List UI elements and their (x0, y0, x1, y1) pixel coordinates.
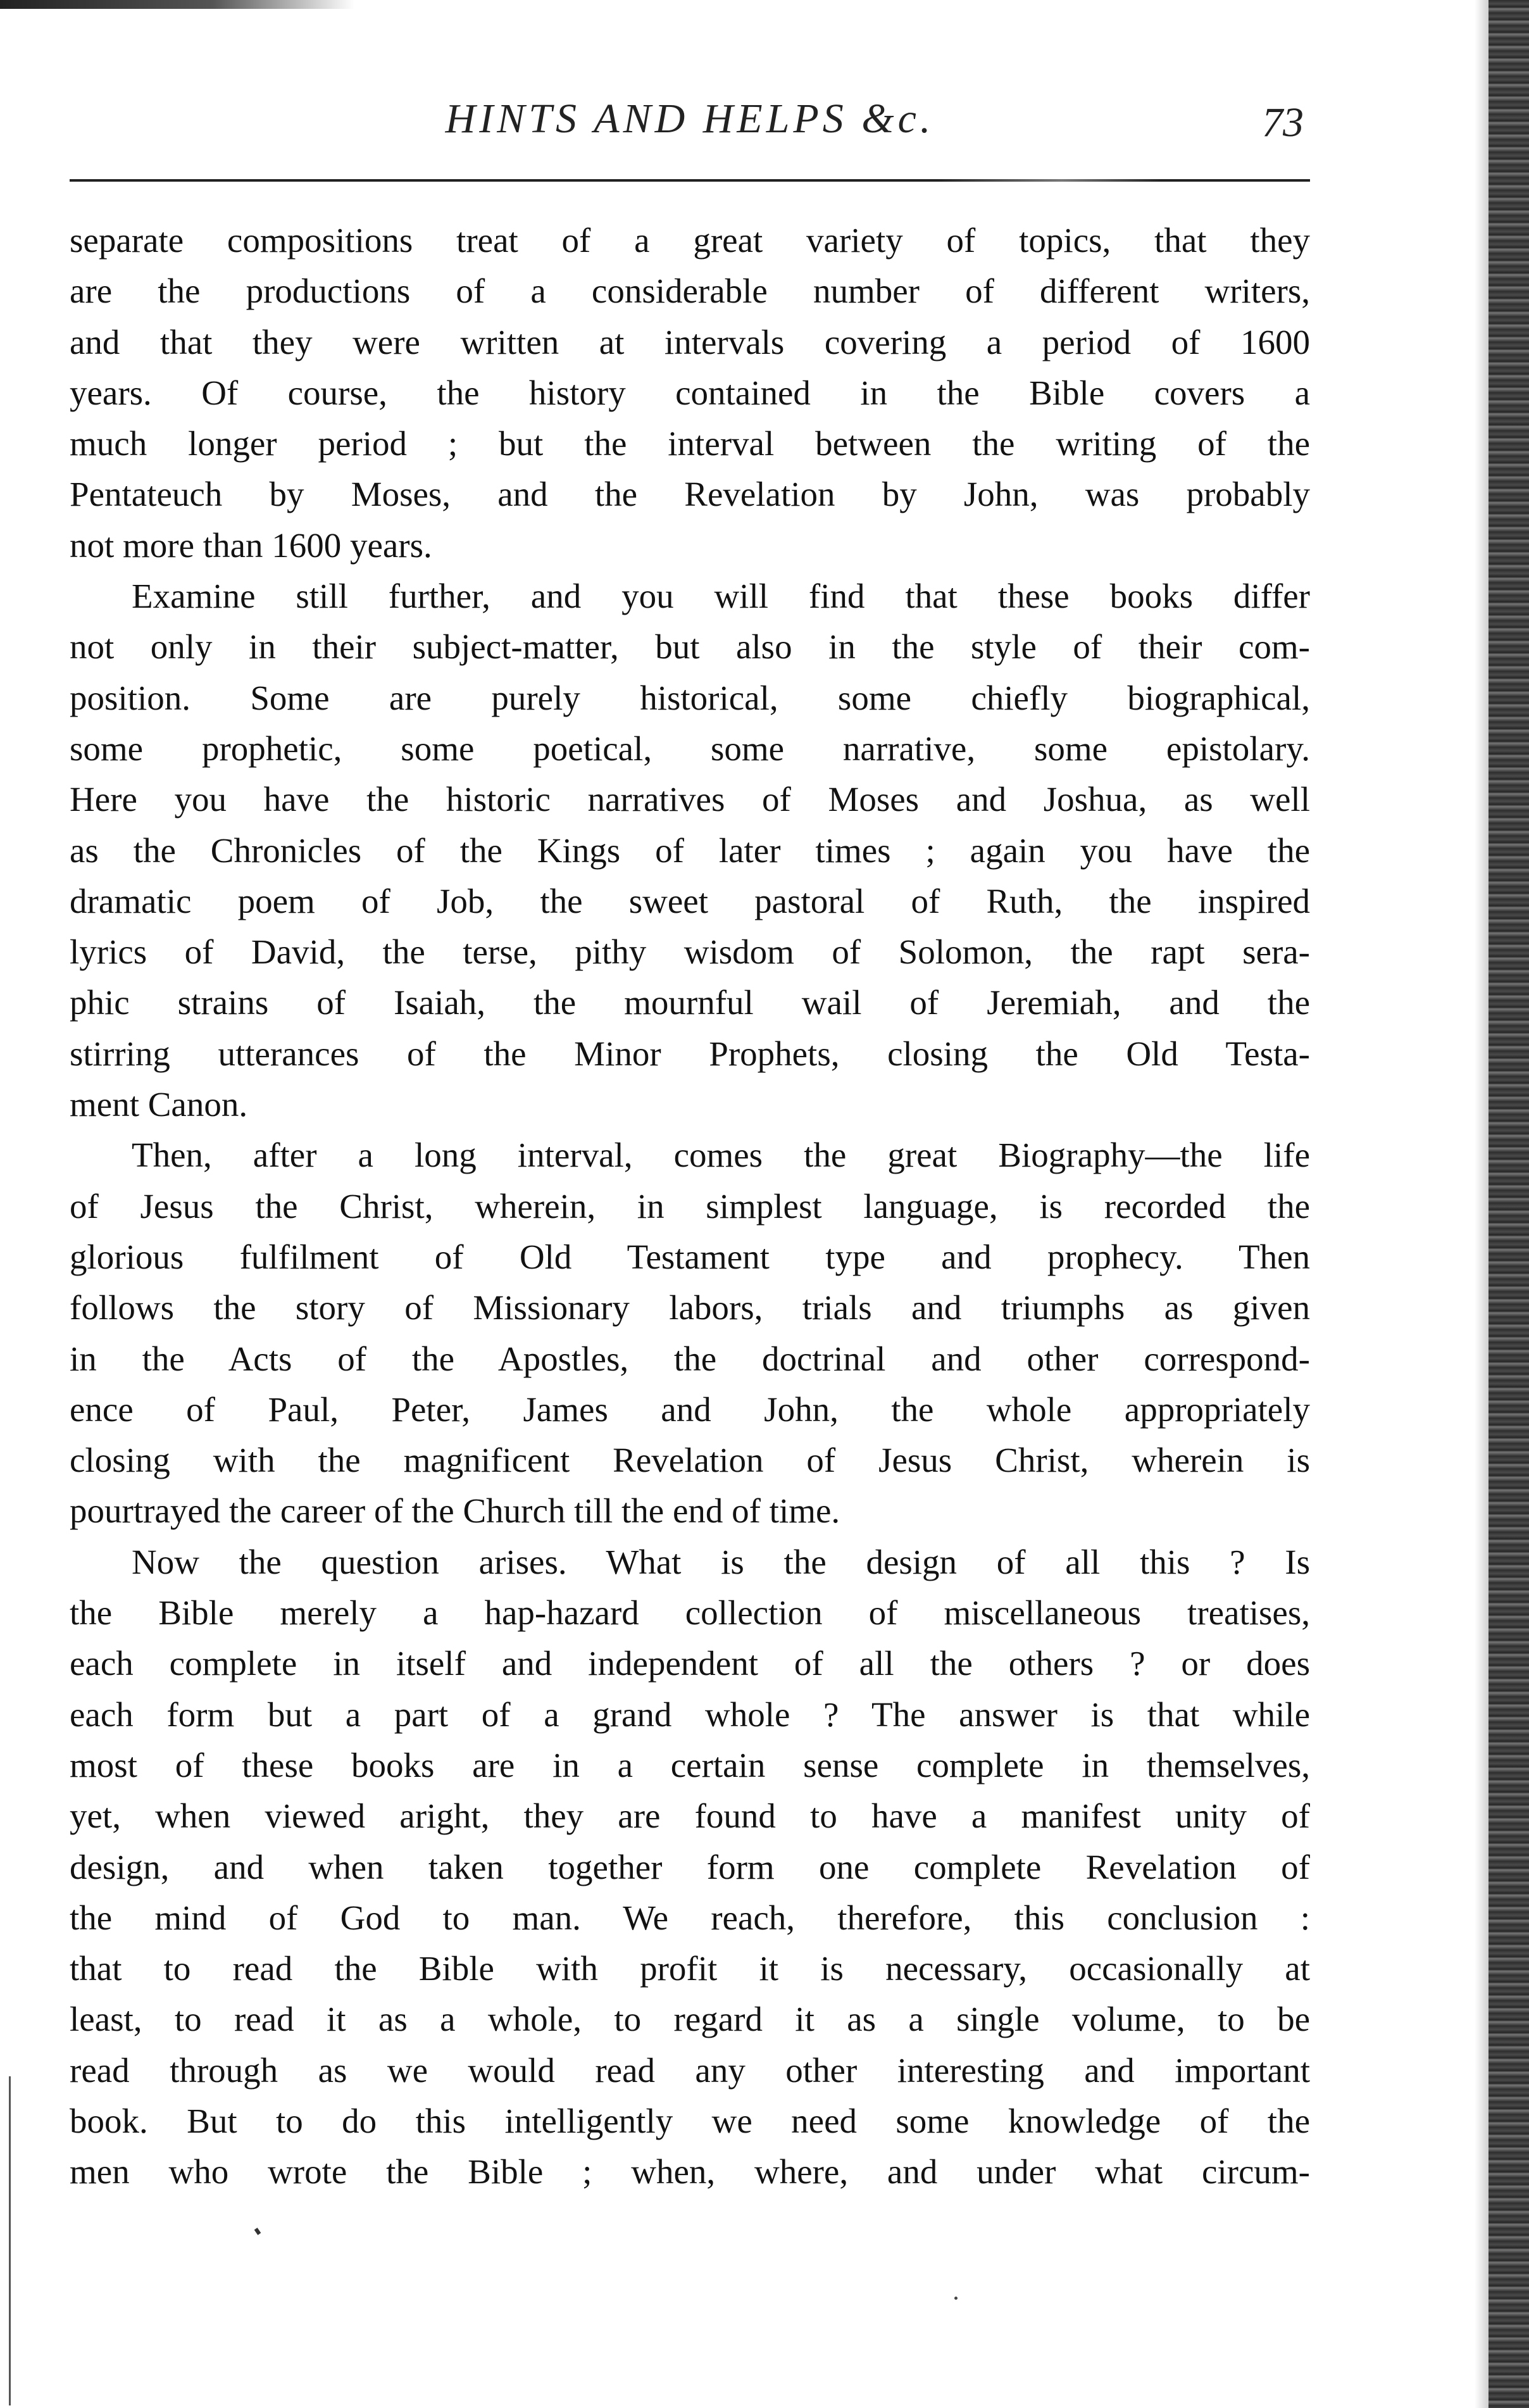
text-line: position. Some are purely historical, some chiefly biographical, (70, 678, 1310, 717)
text-line: Pentateuch by Moses, and the Revelation by John, was probably (70, 475, 1310, 514)
text-line: that to read the Bible with profit it is necessary, occasionally at (70, 1949, 1310, 1988)
text-line: dramatic poem of Job, the sweet pastoral of Ruth, the inspired (70, 881, 1310, 920)
paragraph-start: Examine still further, and you will find that these books differ (132, 577, 1310, 616)
text-line: in the Acts of the Apostles, the doctrinal and other correspond- (70, 1339, 1310, 1378)
text-line: phic strains of Isaiah, the mournful wail of Jeremiah, and the (70, 983, 1310, 1022)
text-line: men who wrote the Bible ; when, where, and under what circum- (70, 2152, 1310, 2192)
page-number: 73 (1262, 99, 1304, 146)
text-line: some prophetic, some poetical, some narrative, some epistolary. (70, 729, 1310, 768)
paragraph-start: Then, after a long interval, comes the great Biography—the life (132, 1136, 1310, 1175)
text-line: least, to read it as a whole, to regard it as a single volume, to be (70, 2000, 1310, 2039)
text-line: each form but a part of a grand whole ? The answer is that while (70, 1695, 1310, 1734)
running-title: HINTS AND HELPS &c. (445, 96, 935, 142)
text-line: ment Canon. (70, 1085, 248, 1124)
text-line: follows the story of Missionary labors, trials and triumphs as given (70, 1288, 1310, 1327)
text-line: separate compositions treat of a great variety of topics, that they (70, 221, 1310, 260)
text-line: are the productions of a considerable number of different writers, (70, 272, 1310, 311)
scan-margin-line (9, 2076, 11, 2405)
text-line: the Bible merely a hap-hazard collection of miscellaneous treatises, (70, 1593, 1310, 1633)
text-line: each complete in itself and independent of all the others ? or does (70, 1644, 1310, 1683)
text-line: much longer period ; but the interval between the writing of the (70, 424, 1310, 463)
binding-shadow (1475, 0, 1488, 2408)
text-line: design, and when taken together form one complete Revelation of (70, 1847, 1310, 1886)
header-rule (70, 179, 1310, 182)
running-head (70, 89, 1310, 158)
text-line: book. But to do this intelligently we need some knowledge of the (70, 2101, 1310, 2140)
text-line: glorious fulfilment of Old Testament type and prophecy. Then (70, 1237, 1310, 1276)
body-text (70, 215, 1310, 2198)
paragraph-start: Now the question arises. What is the design of all this ? Is (132, 1542, 1310, 1581)
text-line: of Jesus the Christ, wherein, in simplest language, is recorded the (70, 1186, 1310, 1226)
text-line: Here you have the historic narratives of Moses and Joshua, as well (70, 780, 1310, 819)
text-line: stirring utterances of the Minor Prophets, closing the Old Testa- (70, 1034, 1310, 1073)
text-line: read through as we would read any other interesting and important (70, 2050, 1310, 2090)
text-line: pourtrayed the career of the Church till the end of time. (70, 1491, 840, 1531)
text-line: not only in their subject-matter, but also in the style of their com- (70, 627, 1310, 667)
text-line: the mind of God to man. We reach, therefore, this conclusion : (70, 1898, 1310, 1937)
ink-speck (954, 2297, 958, 2300)
text-line: lyrics of David, the terse, pithy wisdom of Solomon, the rapt sera- (70, 932, 1310, 972)
text-line: as the Chronicles of the Kings of later times ; again you have the (70, 831, 1310, 870)
text-line: not more than 1600 years. (70, 525, 432, 565)
text-line: ence of Paul, Peter, James and John, the whole appropriately (70, 1389, 1310, 1429)
text-line: and that they were written at intervals covering a period of 1600 (70, 322, 1310, 361)
scan-artifact (0, 0, 354, 9)
text-line: years. Of course, the history contained in the Bible covers a (70, 373, 1310, 412)
book-binding-edge (1488, 0, 1529, 2408)
text-line: yet, when viewed aright, they are found to have a manifest unity of (70, 1797, 1310, 1836)
text-line: closing with the magnificent Revelation of Jesus Christ, wherein is (70, 1441, 1310, 1480)
ink-speck (254, 2228, 261, 2235)
text-line: most of these books are in a certain sense complete in themselves, (70, 1745, 1310, 1784)
